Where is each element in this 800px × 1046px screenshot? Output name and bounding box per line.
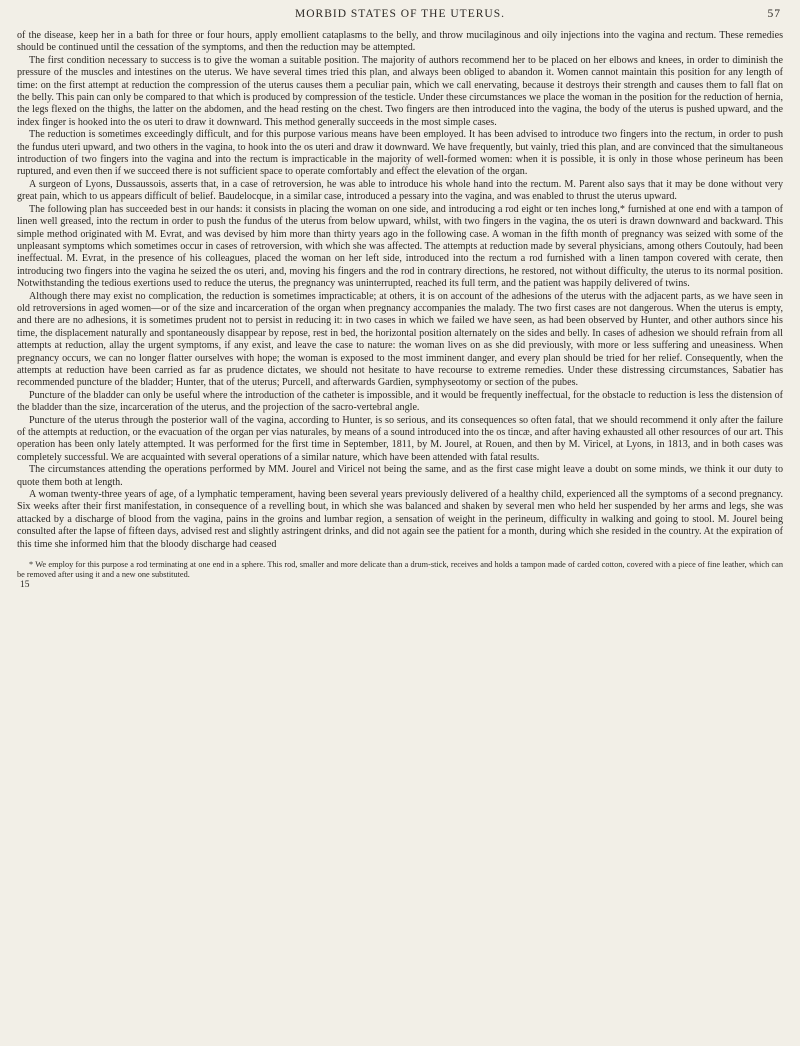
footnote: * We employ for this purpose a rod terminating at one end in a sphere. This rod, smaller and more delicate than a drum-stick, receives and holds a tampon made of carded cotton, covered with a piece of fine leather, which can be removed after using it and a new one substituted. xyxy=(17,560,783,580)
paragraph: Puncture of the bladder can only be useful where the introduction of the catheter is impossible, and it would be frequently ineffectual, for the obstacle to reduction is less the distension of the bladder than the size, incarceration of the uterus, and the projection of the sacro-vertebral angle. xyxy=(17,389,783,414)
paragraph: A woman twenty-three years of age, of a lymphatic temperament, having been several years previously delivered of a healthy child, experienced all the symptoms of a second pregnancy. Six weeks after their first manifestation, in consequence of a revelling bout, in which she was balanced and shaken by several men who held her suspended by her arms and legs, she was attacked by a discharge of blood from the vagina, pains in the groins and lumbar region, a sensation of weight in the perineum, difficulty in walking and going to stool. M. Jourel being consulted after the lapse of fifteen days, advised rest and slightly astringent drinks, and did not again see the patient for a month, during which she resided in the country. At the expiration of this time she informed him that the bloody discharge had ceased xyxy=(17,489,783,550)
page-number: 57 xyxy=(767,8,781,20)
paragraph: The first condition necessary to success is to give the woman a suitable position. The majority of authors recommend her to be placed on her elbows and knees, in order to diminish the pressure of the muscles and intestines on the uterus. We have several times tried this plan, and always been obliged to abandon it. Women cannot maintain this position for any length of time: on the first attempt at reduction the compression of the uterus causes them a peculiar pain, which we call enervating, because it destroys their strength and causes them to fall flat on the belly. This pain can only be compared to that which is produced by compression of the testicle. Under these circumstances we place the woman in the position for the reduction of hernia, the legs flexed on the thighs, the latter on the abdomen, and the head resting on the chest. Two fingers are then introduced into the vagina, the body of the uterus is pushed upward, and the index finger is hooked into the os uteri to draw it downward. This method generally succeeds in the most simple cases. xyxy=(17,54,783,128)
paragraph: The reduction is sometimes exceedingly difficult, and for this purpose various means have been employed. It has been advised to introduce two fingers into the rectum, in order to push the fundus uteri upward, and two others in the vagina, to hook into the os uteri and draw it downward. We have frequently, but vainly, tried this plan, and are convinced that the simultaneous introduction of two fingers into the vagina and into the rectum is impracticable in the majority of well-formed women: when it is possible, it is only in those whose perineum has been ruptured, and even then if we succeed there is not sufficient space to operate comfortably and effect the elevation of the organ. xyxy=(17,129,783,178)
paragraph: of the disease, keep her in a bath for three or four hours, apply emollient cataplasms to the belly, and throw mucilaginous and oily injections into the vagina and rectum. These remedies should be continued until the cessation of the symptoms, and then the reduction may be attempted. xyxy=(17,30,783,54)
paragraph: The following plan has succeeded best in our hands: it consists in placing the woman on one side, and introducing a rod eight or ten inches long,* furnished at one end with a tampon of linen well greased, into the rectum in order to push the fundus of the uterus from below upward, whilst, with two fingers in the vagina, the os uteri is drawn downward and backward. This simple method originated with M. Evrat, and was devised by him more than thirty years ago in the following case. A woman in the fifth month of pregnancy was seized with some of the unpleasant symptoms which sometimes occur in cases of retroversion, with which she was affected. The attempts at reduction made by several physicians, among others Coutouly, had been ineffectual. M. Evrat, in the presence of his colleagues, placed the woman on her left side, introduced into the rectum a rod furnished with a linen tampon covered with cerate, then introducing two fingers into the vagina he seized the os uteri, and, moving his fingers and the rod in contrary directions, he restored, not without difficulty, the uterus to its normal position. Notwithstanding the tedious exertions used to reduce the uterus, the pregnancy was uninterrupted, reached its full term, and the patient was happily delivered of twins. xyxy=(17,203,783,290)
body-text xyxy=(17,30,783,551)
running-title: MORBID STATES OF THE UTERUS. xyxy=(295,8,505,20)
paragraph: A surgeon of Lyons, Dussaussois, asserts that, in a case of retroversion, he was able to introduce his whole hand into the rectum. M. Parent also says that it may be done without very great pain, which to us appears difficult of belief. Baudelocque, in a similar case, introduced a pessary into the vagina, and was enabled to thrust the uterus upward. xyxy=(17,178,783,203)
running-header xyxy=(17,8,783,26)
paragraph: Although there may exist no complication, the reduction is sometimes impracticable; at others, it is on account of the adhesions of the uterus with the adjacent parts, as we have seen in old retroversions in aged women—or of the size and incarceration of the organ when pregnancy accompanies the malady. The two first cases are not dangerous. When the uterus is empty, and there are no adhesions, it is sometimes prudent not to persist in reducing it: in two cases in which we failed we have seen, as had been observed by Hunter, and other authors since his time, the displacement naturally and spontaneously disappear by repose, rest in bed, the horizontal position alternately on the sides and belly. In cases of adhesion we should refrain from all attempts at reduction, allay the urgent symptoms, if any exist, and leave the case to nature: the woman lives on as she did previously, with more or less suffering and uneasiness. When pregnancy occurs, we can no longer flatter ourselves with hope; the woman is exposed to the most imminent danger, and every plan should be tried for her relief. Consequently, when the attempts at reduction have been carried as far as prudence dictates, we should not hesitate to have recourse to extreme remedies. Under these distressing circumstances, Sabatier has recommended puncture of the bladder; Hunter, that of the uterus; Purcell, and afterwards Gardien, symphyseotomy or section of the pubes. xyxy=(17,290,783,389)
signature-mark: 15 xyxy=(20,580,30,591)
paragraph: The circumstances attending the operations performed by MM. Jourel and Viricel not being the same, and as the first case might leave a doubt on some minds, we think it our duty to quote them both at length. xyxy=(17,464,783,488)
paragraph: Puncture of the uterus through the posterior wall of the vagina, according to Hunter, is so serious, and its consequences so often fatal, that we should recommend it only after the failure of the attempts at reduction, or the evacuation of the organ per vias naturales, by means of a sound introduced into the os tincæ, and after having exhausted all other resources of our art. This operation has been only lately attempted. It was performed for the first time in September, 1811, by M. Jourel, at Rouen, and then by M. Viricel, at Lyons, in 1813, and in both cases was completely successful. We are acquainted with several operations of a similar nature, which have been attended with fatal results. xyxy=(17,414,783,463)
